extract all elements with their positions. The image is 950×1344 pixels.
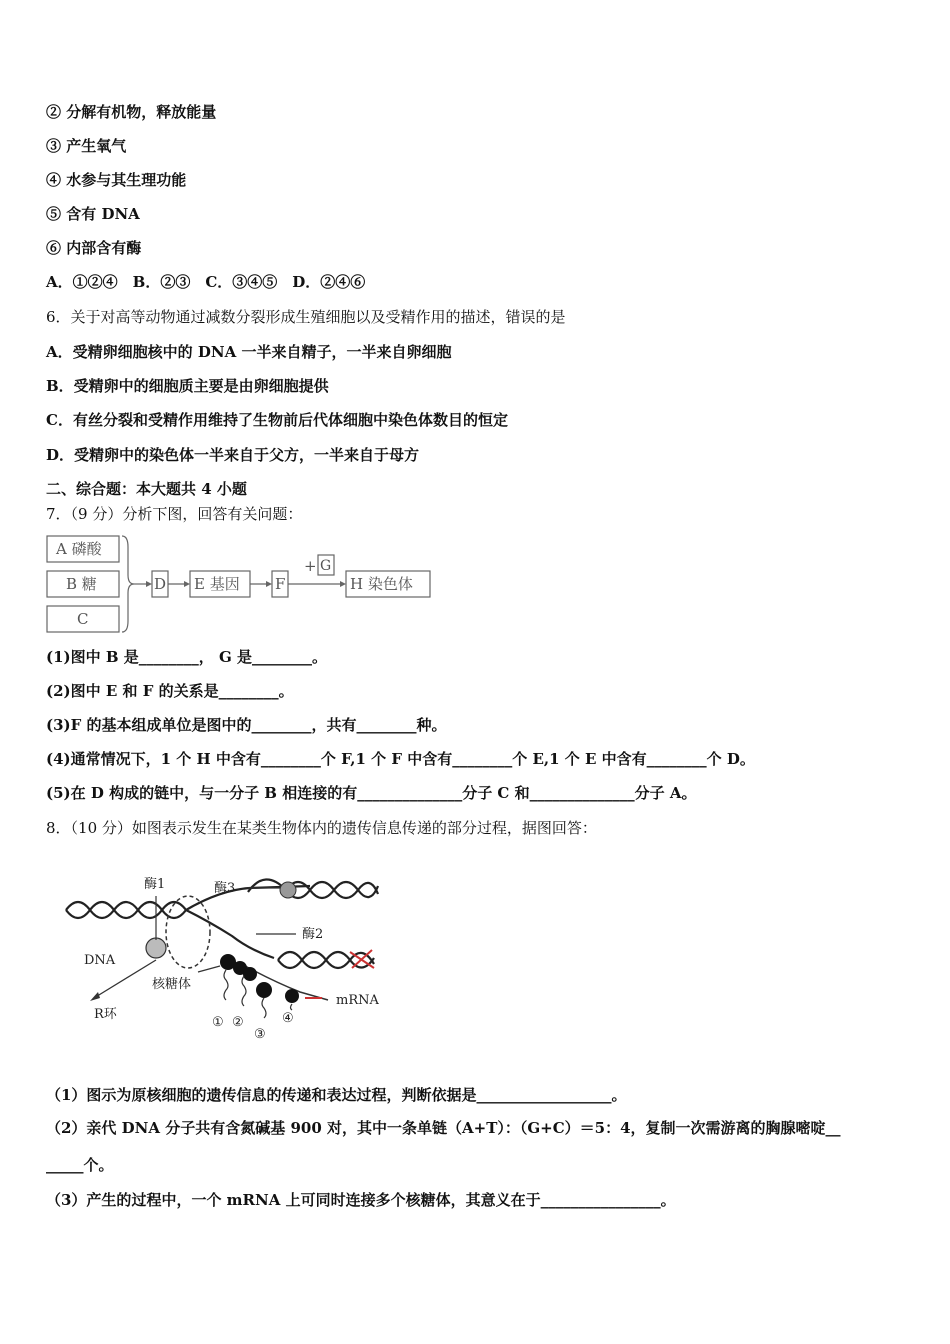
ribosome-label: 核糖体 (152, 977, 192, 992)
q7-diagram (44, 533, 444, 637)
label-e: E 基因 (194, 575, 240, 593)
q8-stem: 8．（10 分）如图表示发生在某类生物体内的遗传信息传递的部分过程，据图回答： (46, 819, 597, 837)
q7-stem: 7．（9 分）分析下图，回答有关问题： (46, 505, 303, 523)
list-item-6: ⑥ 内部含有酶 (46, 239, 142, 257)
q5-options: A．①②④ B．②③ C．③④⑤ D．②④⑥ (46, 273, 366, 291)
label-plus: + (304, 557, 317, 575)
enzyme1-label: 酶1 (144, 877, 166, 892)
q8-question-2: （2）亲代 DNA 分子共有含氮碱基 900 对，其中一条单链（A+T）：（G+C）＝5：4，复制一次需游离的胸腺嘧啶__ (46, 1119, 841, 1137)
list-item-3: ③ 产生氧气 (46, 137, 127, 155)
q8-question-1: （1）图示为原核细胞的遗传信息的传递和表达过程，判断依据是__________________。 (46, 1086, 627, 1104)
q8-question-2-cont: _____个。 (46, 1156, 114, 1174)
q7-question-5: (5)在 D 构成的链中，与一分子 B 相连接的有______________分子 C 和______________分子 A。 (46, 784, 697, 802)
q6-stem: 6．关于对高等动物通过减数分裂形成生殖细胞以及受精作用的描述，错误的是 (46, 308, 566, 326)
q8-question-3: （3）产生的过程中，一个 mRNA 上可同时连接多个核糖体，其意义在于________________。 (46, 1191, 676, 1209)
num-1: ① (212, 1015, 224, 1030)
num-4: ④ (282, 1011, 294, 1026)
q6-option-a: A．受精卵细胞核中的 DNA 一半来自精子，一半来自卵细胞 (46, 343, 452, 361)
list-item-4: ④ 水参与其生理功能 (46, 171, 187, 189)
num-3: ③ (254, 1027, 266, 1042)
num-2: ② (232, 1015, 244, 1030)
q7-question-2: (2)图中 E 和 F 的关系是________。 (46, 682, 294, 700)
q7-question-4: (4)通常情况下，1 个 H 中含有________个 F,1 个 F 中含有________个 E,1 个 E 中含有________个 D。 (46, 750, 755, 768)
enzyme2-label: 酶2 (302, 927, 324, 942)
label-c: C (77, 610, 89, 628)
brace (122, 536, 134, 632)
q6-option-c: C．有丝分裂和受精作用维持了生物前后代体细胞中染色体数目的恒定 (46, 411, 508, 429)
list-item-2: ② 分解有机物，释放能量 (46, 103, 217, 121)
r-loop-label: R环 (94, 1007, 117, 1022)
section-heading: 二、综合题：本大题共 4 小题 (46, 480, 247, 498)
label-b: B 糖 (66, 575, 97, 593)
dna-label: DNA (84, 953, 116, 968)
enzyme3-label: 酶3 (214, 881, 236, 896)
label-a: A 磷酸 (56, 540, 102, 558)
label-h: H 染色体 (350, 575, 413, 593)
label-d: D (154, 575, 167, 593)
label-g: G (320, 558, 332, 574)
list-item-5: ⑤ 含有 DNA (46, 205, 140, 223)
q6-option-d: D．受精卵中的染色体一半来自于父方，一半来自于母方 (46, 446, 420, 464)
q7-question-3: (3)F 的基本组成单位是图中的________，共有________种。 (46, 716, 447, 734)
q6-option-b: B．受精卵中的细胞质主要是由卵细胞提供 (46, 377, 329, 395)
q8-diagram (60, 868, 390, 1048)
label-f: F (275, 575, 286, 593)
mrna-label: mRNA (336, 993, 379, 1008)
q7-question-1: (1)图中 B 是________， G 是________。 (46, 648, 328, 666)
